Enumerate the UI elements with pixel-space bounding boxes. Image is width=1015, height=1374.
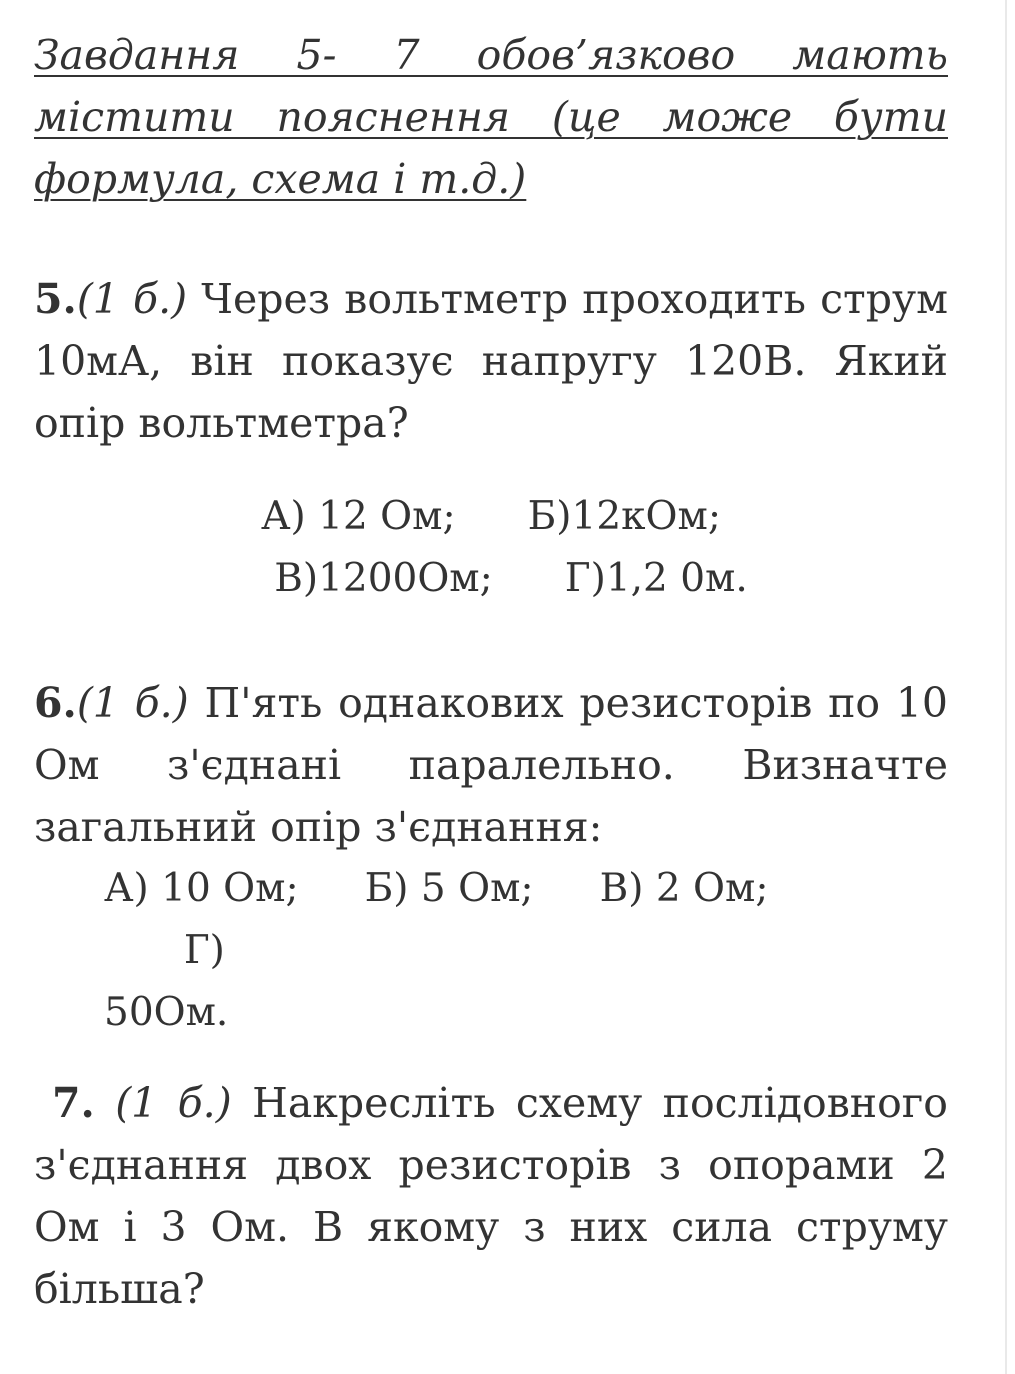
task-points: (1 б.) [76,679,189,727]
task-number: 6. [34,679,77,727]
answer-option-a: А) 10 Ом; [104,866,299,911]
worksheet [34,24,948,1320]
question-text: П'ять однакових резисторів по 10 Ом з'єднані паралельно. Визначте загальний опір з'єднання: [34,679,948,851]
answer-option-g: Г) 50Ом. [104,928,229,1035]
task-5-question [34,268,948,454]
answer-option-b: Б) 5 Ом; [364,866,534,911]
instruction-note: Завдання 5- 7 обов’язково мають містити пояснення (це може бути формула, схема і т.д.) [34,31,948,203]
answer-option-g: Г)1,2 0м. [564,556,748,601]
question-text: Накресліть схему послідовного з'єднання двох резисторів з опорами 2 Ом і 3 Ом. В якому з них сила струму більша? [34,1079,948,1313]
task-5-answers-row-1 [34,486,948,548]
answer-option-v: В) 2 Ом; [599,866,769,911]
task-number: 5. [34,275,77,323]
task-points: (1 б.) [76,275,188,323]
task-6-question [34,672,948,858]
answer-option-v: В)1200Ом; [274,556,493,601]
task-points: (1 б.) [115,1079,232,1127]
page-edge-line [1005,0,1007,1374]
task-number: 7. [52,1079,95,1127]
task-7-question [34,1072,948,1320]
task-5-answers-row-2 [34,548,948,610]
answer-option-a: А) 12 Ом; [261,494,456,539]
question-text: Через вольтметр проходить струм 10мА, він показує напругу 120В. Який опір вольтметра? [34,275,948,447]
task-6-answers-row-1 [34,858,948,1044]
answer-option-b: Б)12кОм; [527,494,721,539]
